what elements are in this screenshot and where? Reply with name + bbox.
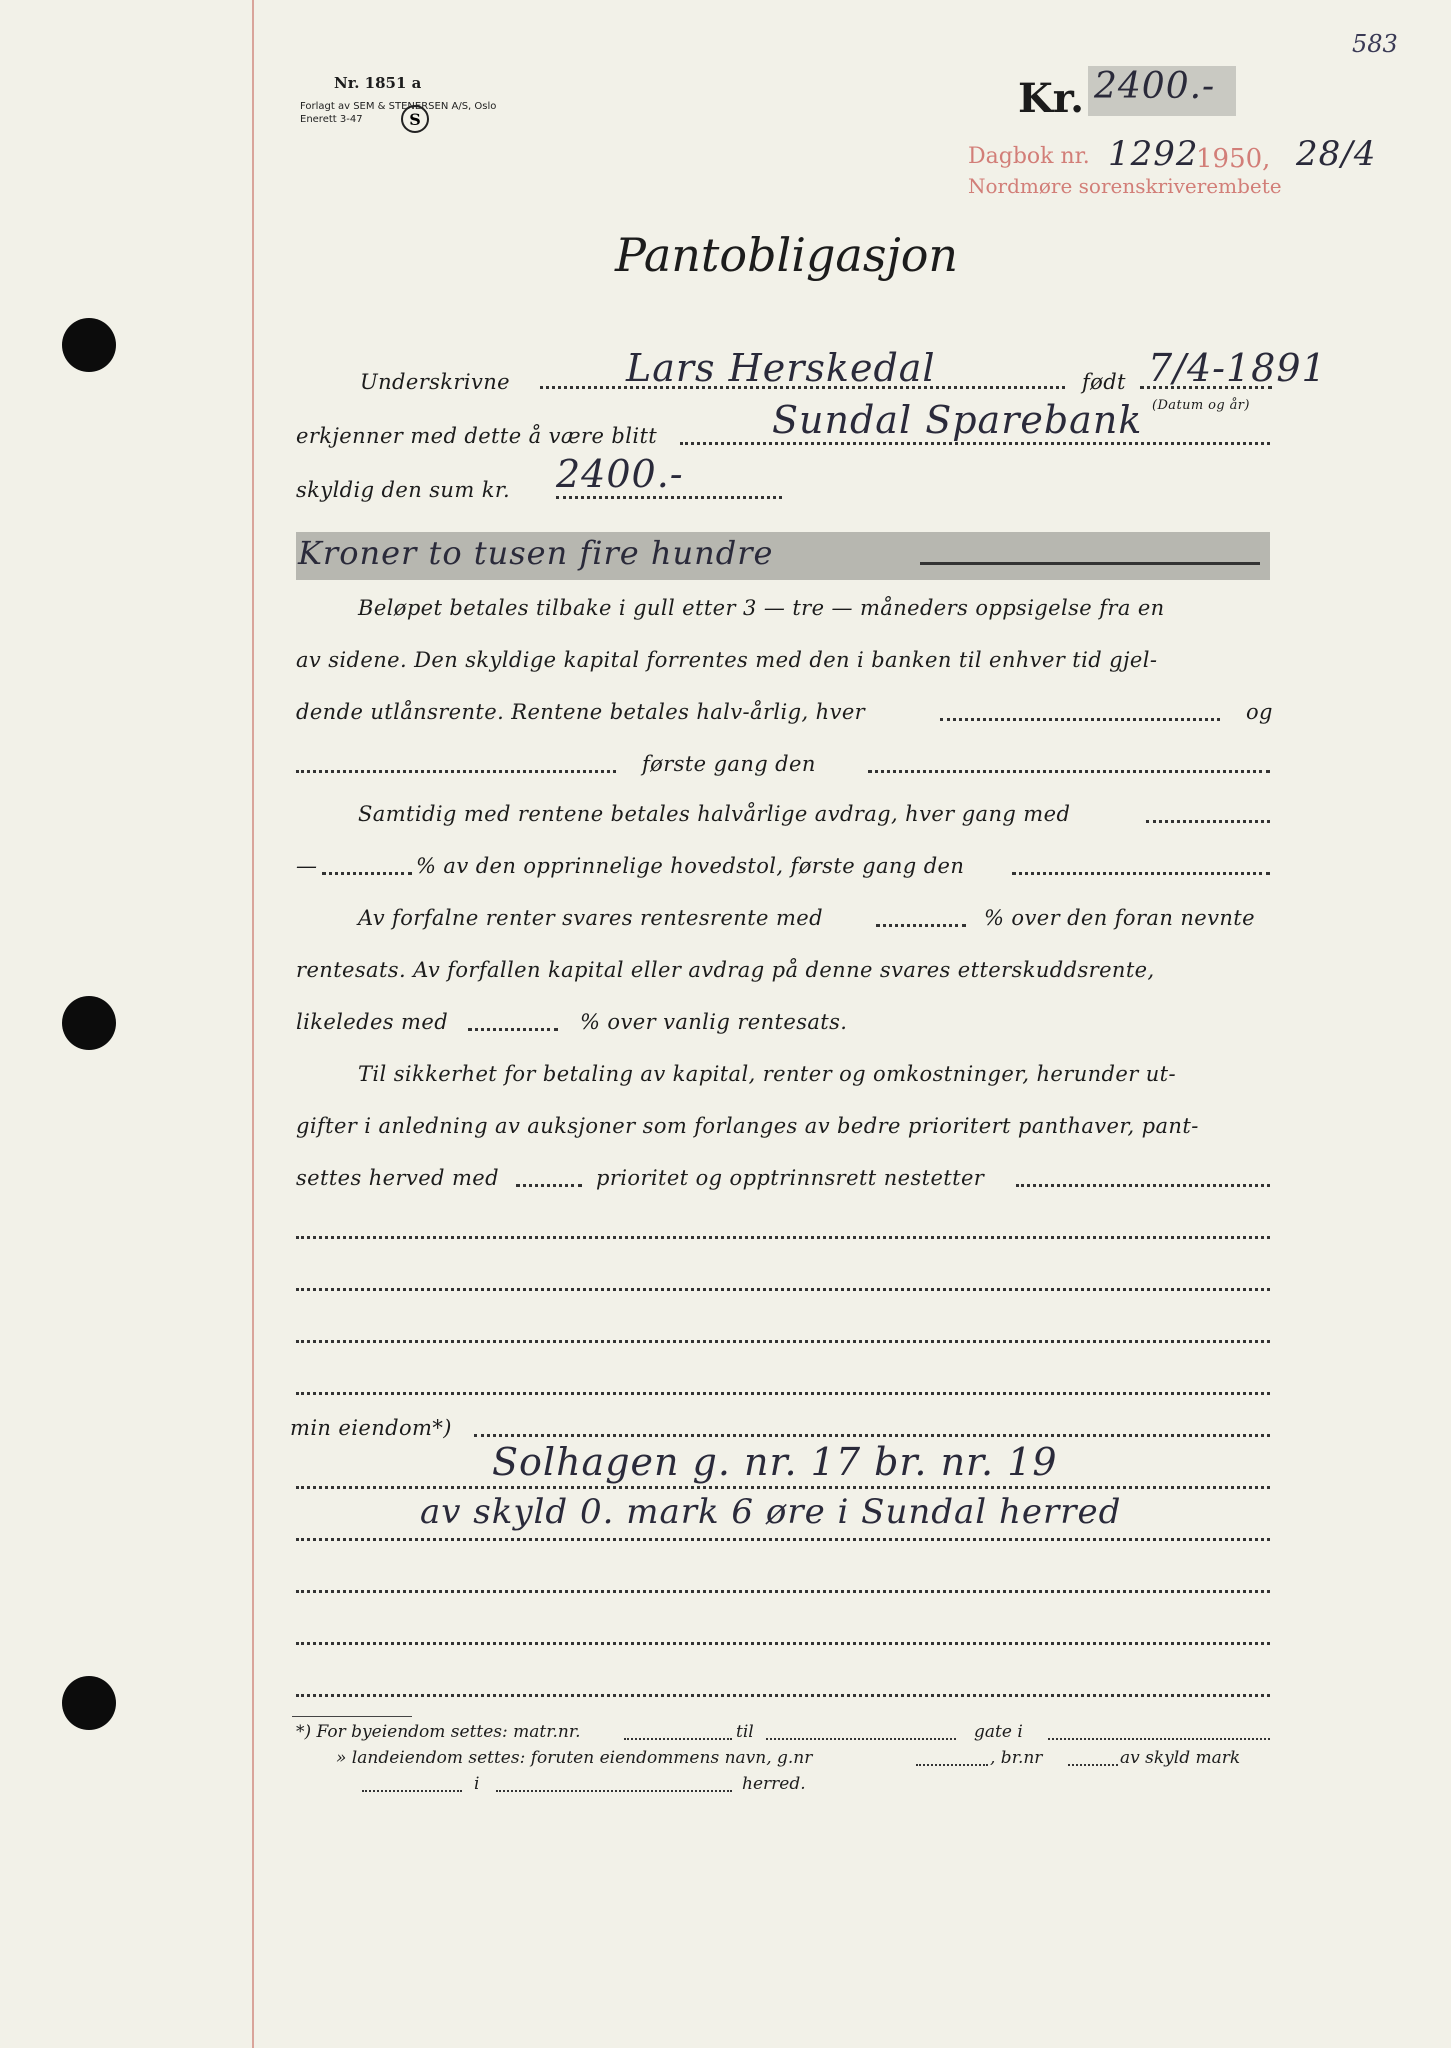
label-erkjenner: erkjenner med dette å være blitt [296,424,658,448]
property-handwritten: Solhagen g. nr. 17 br. nr. 19 [492,1440,1058,1484]
creditor-handwritten: Sundal Sparebank [772,398,1143,442]
paragraph-line: av sidene. Den skyldige kapital forrentes med den i banken til enhver tid gjel- [296,648,1158,672]
paragraph-line: % av den opprinnelige hovedstol, første gang den [416,854,965,878]
dotted-line [1048,1738,1270,1740]
dotted-line [296,1590,1270,1593]
dotted-line [296,1538,1270,1541]
dotted-line [868,770,1270,773]
dotted-line [362,1790,462,1792]
paragraph-line: Av forfalne renter svares rentesrente med [358,906,823,930]
dotted-line [296,1486,1270,1489]
dotted-line [876,924,966,927]
paragraph-line: Til sikkerhet for betaling av kapital, renter og omkostninger, herunder ut- [358,1062,1176,1086]
dotted-line [556,496,782,499]
dotted-line [296,1236,1270,1239]
paragraph-line: prioritet og opptrinnsrett nestetter [596,1166,985,1190]
dotted-line [940,718,1220,721]
signer-name-handwritten: Lars Herskedal [626,346,936,390]
publisher-info: Forlagt av SEM & STENERSEN A/S, Oslo Enerett 3-47 [300,101,497,125]
label-underskrivne: Underskrivne [360,370,511,394]
punch-hole [62,1676,116,1730]
dotted-line [296,1340,1270,1343]
dotted-line [624,1738,732,1740]
paragraph-line: settes herved med [296,1166,499,1190]
punch-hole [62,996,116,1050]
label-skyldig: skyldig den sum kr. [296,478,511,502]
paragraph-line: rentesats. Av forfallen kapital eller avdrag på denne svares etterskuddsrente, [296,958,1155,982]
dotted-line [474,1434,1270,1437]
property-detail-handwritten: av skyld 0. mark 6 øre i Sundal herred [420,1492,1122,1532]
paragraph-line: Samtidig med rentene betales halvårlige avdrag, hver gang med [358,802,1071,826]
dagbok-year-stamp: 1950, [1196,144,1271,174]
dotted-line [296,1642,1270,1645]
dotted-line [296,770,616,773]
punch-hole [62,318,116,372]
footnote-line: herred. [742,1774,806,1794]
dotted-line [1146,820,1270,823]
dotted-line [296,1288,1270,1291]
dotted-line [680,442,1270,445]
birth-date-handwritten: 7/4-1891 [1148,346,1327,390]
margin-line [252,0,254,2048]
dotted-line [516,1184,582,1187]
fill-line [920,562,1260,565]
dotted-line [468,1028,558,1031]
publisher-logo-icon [400,104,430,134]
page-number: 583 [1352,30,1398,58]
footnote-line: gate i [974,1722,1023,1742]
svg-text:S: S [409,110,421,129]
date-note: (Datum og år) [1152,398,1250,413]
dotted-line [322,872,412,875]
dotted-line [1068,1764,1118,1766]
paragraph-line: gifter i anledning av auksjoner som forlanges av bedre prioritert panthaver, pant- [296,1114,1199,1138]
dotted-line [496,1790,732,1792]
office-stamp: Nordmøre sorenskriverembete [968,174,1282,198]
dagbok-stamp: Dagbok nr. [968,144,1090,169]
footnote-line: i [474,1774,480,1794]
footnote-line: av skyld mark [1120,1748,1241,1768]
amount-label: Kr. [1018,75,1085,122]
footnote-line: *) For byeiendom settes: matr.nr. [296,1722,581,1742]
paragraph-line: % over den foran nevnte [984,906,1255,930]
footnote-line: , br.nr [990,1748,1043,1768]
dagbok-date-handwritten: 28/4 [1296,134,1377,174]
label-min-eiendom: min eiendom*) [290,1416,452,1440]
paragraph-line: dende utlånsrente. Rentene betales halv-årlig, hver [296,700,866,724]
dotted-line [766,1738,956,1740]
sum-handwritten: 2400.- [556,452,684,496]
form-number: Nr. 1851 a [334,74,422,92]
paragraph-line: % over vanlig rentesats. [580,1010,848,1034]
paragraph-line: første gang den [642,752,816,776]
footnote-line: » landeiendom settes: foruten eiendommens navn, g.nr [336,1748,813,1768]
paragraph-line: likeledes med [296,1010,449,1034]
paragraph-line: — [296,854,318,878]
dotted-line [1016,1184,1270,1187]
dotted-line [916,1764,988,1766]
document-title: Pantobligasjon [615,228,959,282]
paragraph-line: Beløpet betales tilbake i gull etter 3 — tre — måneders oppsigelse fra en [358,596,1165,620]
dotted-line [296,1694,1270,1697]
dagbok-number-handwritten: 1292 [1108,134,1199,174]
dotted-line [296,1392,1270,1395]
amount-handwritten: 2400.- [1094,66,1216,107]
paragraph-line: og [1246,700,1273,724]
footnote-separator [292,1716,412,1717]
label-fodt: født [1082,370,1126,394]
dotted-line [1012,872,1270,875]
footnote-line: til [736,1722,754,1742]
amount-in-words-handwritten: Kroner to tusen fire hundre [298,534,774,572]
